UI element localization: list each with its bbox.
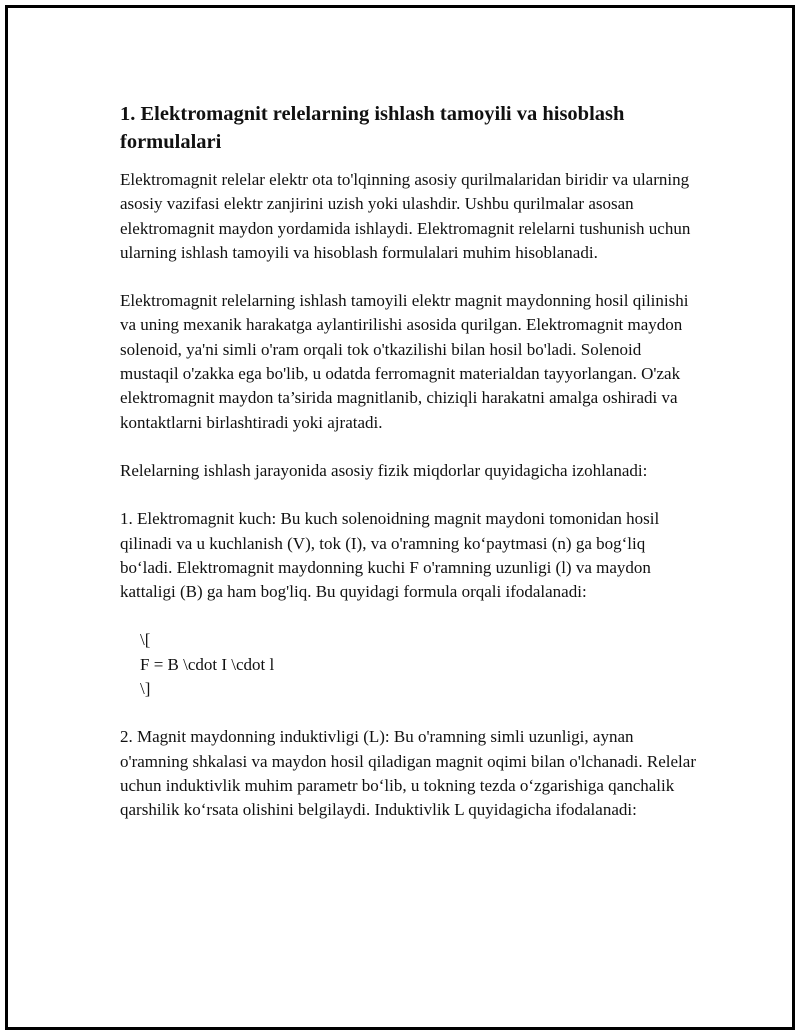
inductance-paragraph: 2. Magnit maydonning induktivligi (L): Bu o'ramning simli uzunligi, aynan o'ramning shkalasi va maydon hosil qiladigan magnit oqimi bilan o'lchanadi. Relelar uchun induktivlik muhim parametr bo‘lib, u tokning tezda o‘zgarishiga qanchalik qarshilik ko‘rsata olishini belgilaydi. Induktivlik L quyidagicha ifodalanadi: [120, 727, 696, 820]
formula-expression-line: F = B \cdot I \cdot l [140, 654, 275, 674]
document-content [120, 100, 700, 847]
section-heading: 1. Elektromagnit relelarning ishlash tamoyili va hisoblash formulalari [120, 103, 625, 153]
document-page [5, 5, 795, 1030]
principle-paragraph: Elektromagnit relelarning ishlash tamoyili elektr magnit maydonning hosil qilinishi va uning mexanik harakatga aylantirilishi asosida qurilgan. Elektromagnit maydon solenoid, ya'ni simli o'ram orqali tok o'tkazilishi bilan hosil bo'ladi. Solenoid mustaqil o'zakka ega bo'lib, u odatda ferromagnit materialdan tayyorlangan. O'zak elektromagnit maydon ta’sirida magnitlanib, chiziqli harakatni amalga oshiradi va kontaktlarni birlashtiradi yoki ajratadi. [120, 291, 689, 432]
formula-open-line: \[ [140, 630, 151, 650]
formula-close-line: \] [140, 679, 151, 699]
force-formula [140, 628, 700, 701]
quantities-intro-paragraph: Relelarning ishlash jarayonida asosiy fizik miqdorlar quyidagicha izohlanadi: [120, 460, 648, 480]
intro-paragraph: Elektromagnit relelar elektr ota to'lqinning asosiy qurilmalaridan biridir va ularning asosiy vazifasi elektr zanjirini uzish yoki ulashdir. Ushbu qurilmalar asosan elektromagnit maydon yordamida ishlaydi. Elektromagnit relelarni tushunish uchun ularning ishlash tamoyili va hisoblash formulalari muhim hisoblanadi. [120, 170, 691, 262]
electromagnetic-force-paragraph: 1. Elektromagnit kuch: Bu kuch solenoidning magnit maydoni tomonidan hosil qilinadi va u kuchlanish (V), tok (I), va o'ramning ko‘paytmasi (n) ga bog‘liq bo‘ladi. Elektromagnit maydonning kuchi F o'ramning uzunligi (l) va maydon kattaligi (B) ga ham bog'liq. Bu quyidagi formula orqali ifodalanadi: [120, 509, 660, 602]
